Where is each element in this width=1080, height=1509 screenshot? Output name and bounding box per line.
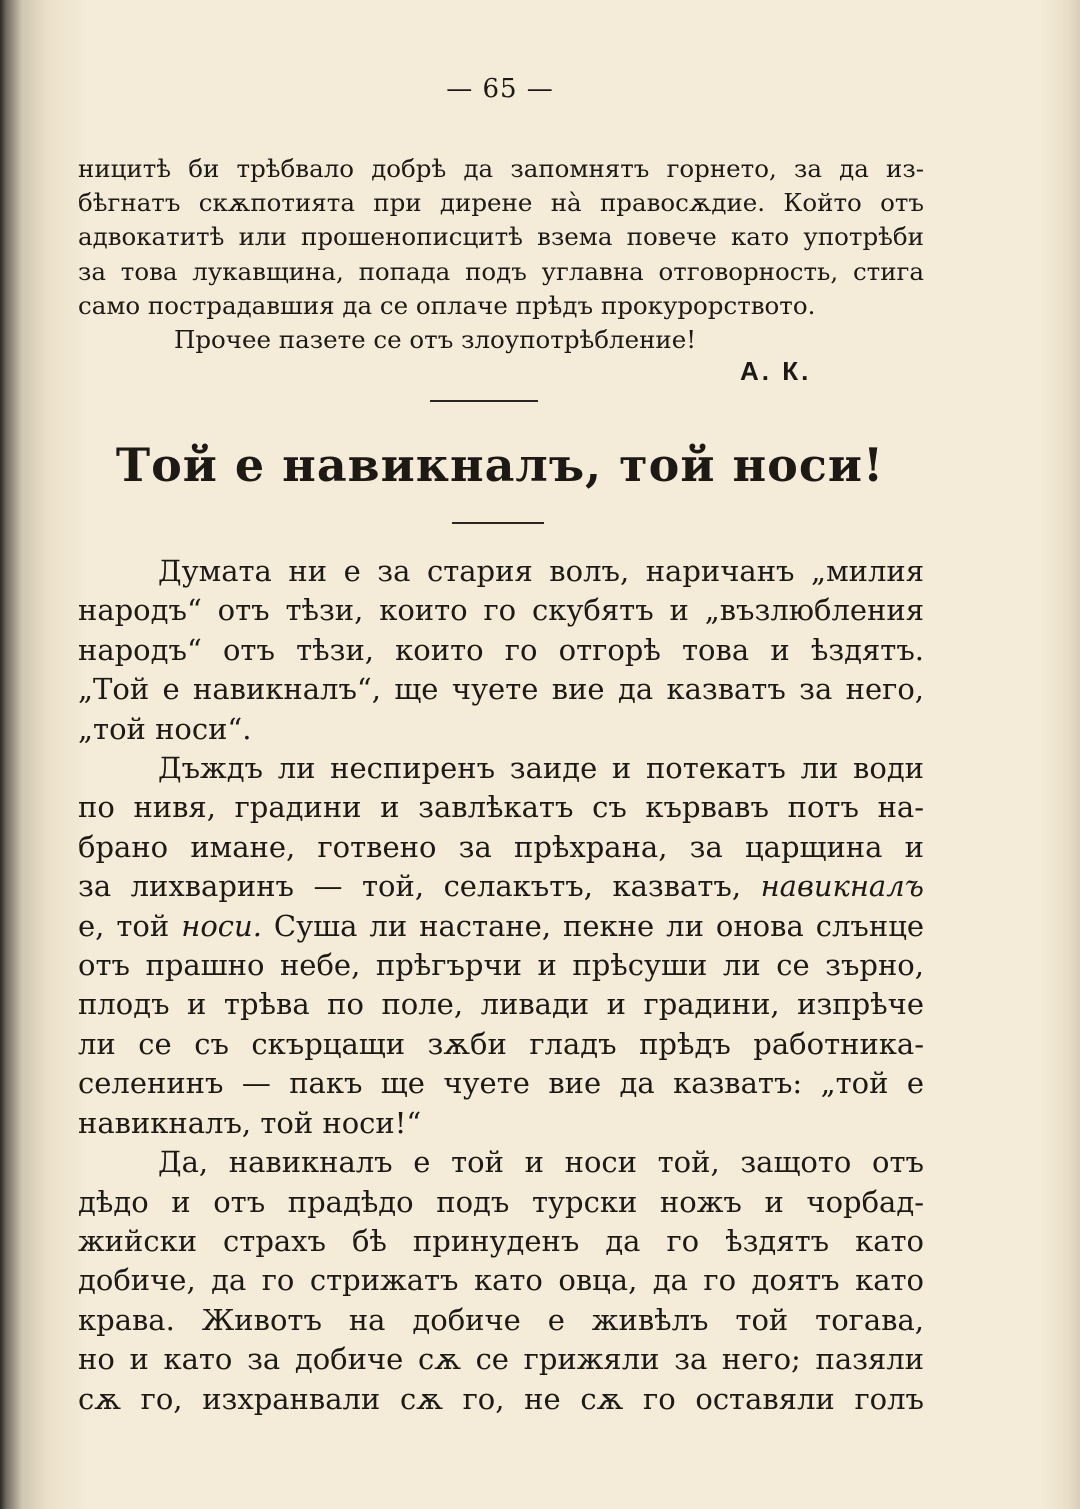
text-line: отъ прашно небе, прѣгърчи и прѣсуши ли се зърно,: [78, 948, 924, 983]
text-segment: за лихваринъ — той, селакътъ, казватъ,: [78, 869, 742, 904]
text-segment: е, той: [78, 908, 170, 943]
text-line: навикналъ, той носи!“: [78, 1105, 422, 1140]
title-underline: [452, 522, 544, 524]
section-divider: [430, 400, 538, 402]
page-number: — 65 —: [446, 74, 554, 104]
text-line: добиче, да го стрижатъ като овца, да го доятъ като: [78, 1263, 924, 1298]
text-line: брано имане, готвено за прѣхрана, за царщина и: [78, 829, 924, 864]
text-line: бѣгнатъ скѫпотията при дирене на̀ правосѫдие. Който отъ: [78, 188, 924, 218]
text-line: плодъ и трѣва по поле, ливади и градини, изпрѣче: [78, 987, 924, 1022]
previous-article-ending: [78, 152, 924, 357]
italic-word: носи.: [181, 908, 262, 943]
italic-word: навикналъ: [760, 869, 925, 904]
text-line: народъ“ отъ тѣзи, които го скубятъ и „възлюбления: [78, 593, 924, 628]
text-line: сѫ го, изхранвали сѫ го, не сѫ го оставяли голъ: [78, 1381, 924, 1416]
text-line: дѣдо и отъ прадѣдо подъ турски ножъ и чорбад-: [78, 1184, 924, 1219]
text-line: „той носи“.: [78, 711, 252, 746]
text-line: [78, 867, 924, 906]
text-line: [78, 907, 924, 946]
text-line: селенинъ — пакъ ще чуете вие да казватъ: „той е: [78, 1066, 924, 1101]
text-line: Думата ни е за стария волъ, наричанъ „милия: [158, 554, 924, 588]
text-segment: Суша ли настане, пекне ли онова слънце: [273, 908, 925, 943]
text-line: ницитѣ би трѣбвало добрѣ да запомнятъ горнето, за да из-: [78, 154, 924, 183]
text-line: за това лукавщина, попада подъ углавна отговорность, стига: [78, 256, 924, 286]
text-line: Да, навикналъ е той и носи той, защото отъ: [158, 1145, 924, 1180]
text-line: жийски страхъ бѣ принуденъ да го ѣздятъ като: [78, 1223, 924, 1258]
text-line: ли се съ скърцащи зѫби гладъ прѣдъ работника-: [78, 1026, 924, 1061]
text-line: по нивя, градини и завлѣкатъ съ кървавъ потъ на-: [78, 790, 924, 825]
text-line: народъ“ отъ тѣзи, които го отгорѣ това и ѣздятъ.: [78, 632, 924, 667]
article-body: [78, 552, 924, 1419]
article-title: Той е навикналъ, той носи!: [115, 438, 885, 492]
text-line: Дъждъ ли неспиренъ заиде и потекатъ ли води: [158, 751, 924, 786]
text-line: адвокатитѣ или прошенописцитѣ взема повече като употрѣби: [78, 222, 924, 252]
text-line: само пострадавшия да се оплаче прѣдъ прокурорството.: [78, 290, 816, 320]
text-line: Прочее пазете се отъ злоупотрѣбление!: [174, 325, 697, 355]
text-line: крава. Животъ на добиче е живѣлъ той тогава,: [78, 1302, 924, 1337]
text-line: „Той е навикналъ“, ще чуете вие да казватъ за него,: [78, 672, 924, 707]
text-line: но и като за добиче сѫ се грижяли за него; пазяли: [78, 1342, 924, 1377]
author-signature: А. К.: [740, 356, 812, 386]
